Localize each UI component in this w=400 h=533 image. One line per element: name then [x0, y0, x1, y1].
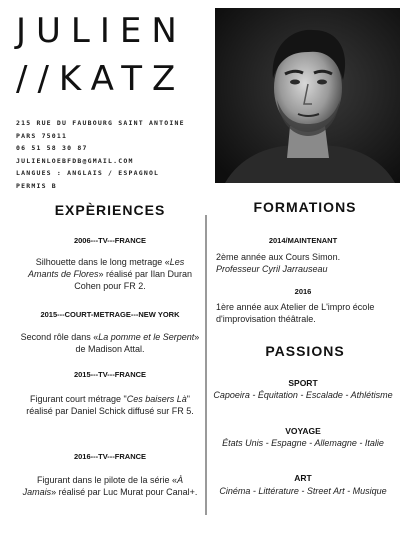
experience-4-text: Figurant dans le pilote de la série «À Jamais» réalisé par Luc Murat pour Canal+.	[22, 475, 198, 497]
experience-4-heading: 2016---TV---FRANCE	[73, 452, 147, 461]
passion-art-heading: ART	[294, 473, 312, 483]
experiences-title: EXPÈRIENCES	[54, 202, 166, 218]
passions-title: PASSIONS	[265, 343, 345, 359]
experience-1-heading: 2006---TV---FRANCE	[73, 236, 147, 245]
contact-city: PARS 75011	[16, 131, 68, 140]
formation-2-heading: 2016	[294, 287, 312, 296]
formation-1-heading: 2014/MAINTENANT	[268, 236, 338, 245]
name-last: //KATZ	[16, 59, 186, 99]
passion-sport-heading: SPORT	[288, 378, 318, 388]
experience-1-text: Silhouette dans le long metrage «Les Amants de Flores» réalisé par Ilan Duran Cohen pour FR 2.	[27, 257, 193, 291]
formations-title: FORMATIONS	[253, 199, 357, 215]
portrait-photo	[215, 8, 400, 183]
formation-1-text: 2ème année aux Cours Simon. Professeur Cyril Jarrauseau	[216, 252, 341, 274]
contact-address: 215 RUE DU FAUBOURG SAINT ANTOINE	[16, 119, 185, 127]
contact-phone: 06 51 58 30 87	[16, 144, 88, 152]
contact-license: PERMIS B	[16, 181, 57, 190]
experience-3-heading: 2015---TV---FRANCE	[73, 370, 147, 379]
passion-art-text: Cinéma - Littérature - Street Art - Musique	[219, 486, 387, 496]
portrait-photo-image	[215, 8, 400, 183]
passion-sport-text: Capoeira - Équitation - Escalade - Athlétisme	[213, 390, 393, 400]
experience-2-heading: 2015---COURT-METRAGE---NEW YORK	[40, 310, 180, 319]
name-first: JULIEN	[16, 11, 187, 51]
formation-2-text: 1ère année aux Atelier de L'impro école d'improvisation théâtrale.	[216, 302, 375, 324]
contact-email: JULIENLOEBFDB@GMAIL.COM	[16, 156, 134, 165]
passion-voyage-text: États Unis - Espagne - Allemagne - Italie	[222, 438, 384, 448]
experience-3-text: Figurant court métrage "Ces baisers Là" réalisé par Daniel Schick diffusé sur FR 5.	[26, 394, 194, 416]
contact-languages: LANGUES : ANGLAIS / ESPAGNOL	[16, 169, 160, 177]
passion-voyage-heading: VOYAGE	[285, 426, 321, 436]
contact-block	[16, 117, 211, 192]
column-divider	[205, 215, 207, 515]
experience-2-text: Second rôle dans «La pomme et le Serpent» de Madison Attal.	[20, 332, 200, 354]
